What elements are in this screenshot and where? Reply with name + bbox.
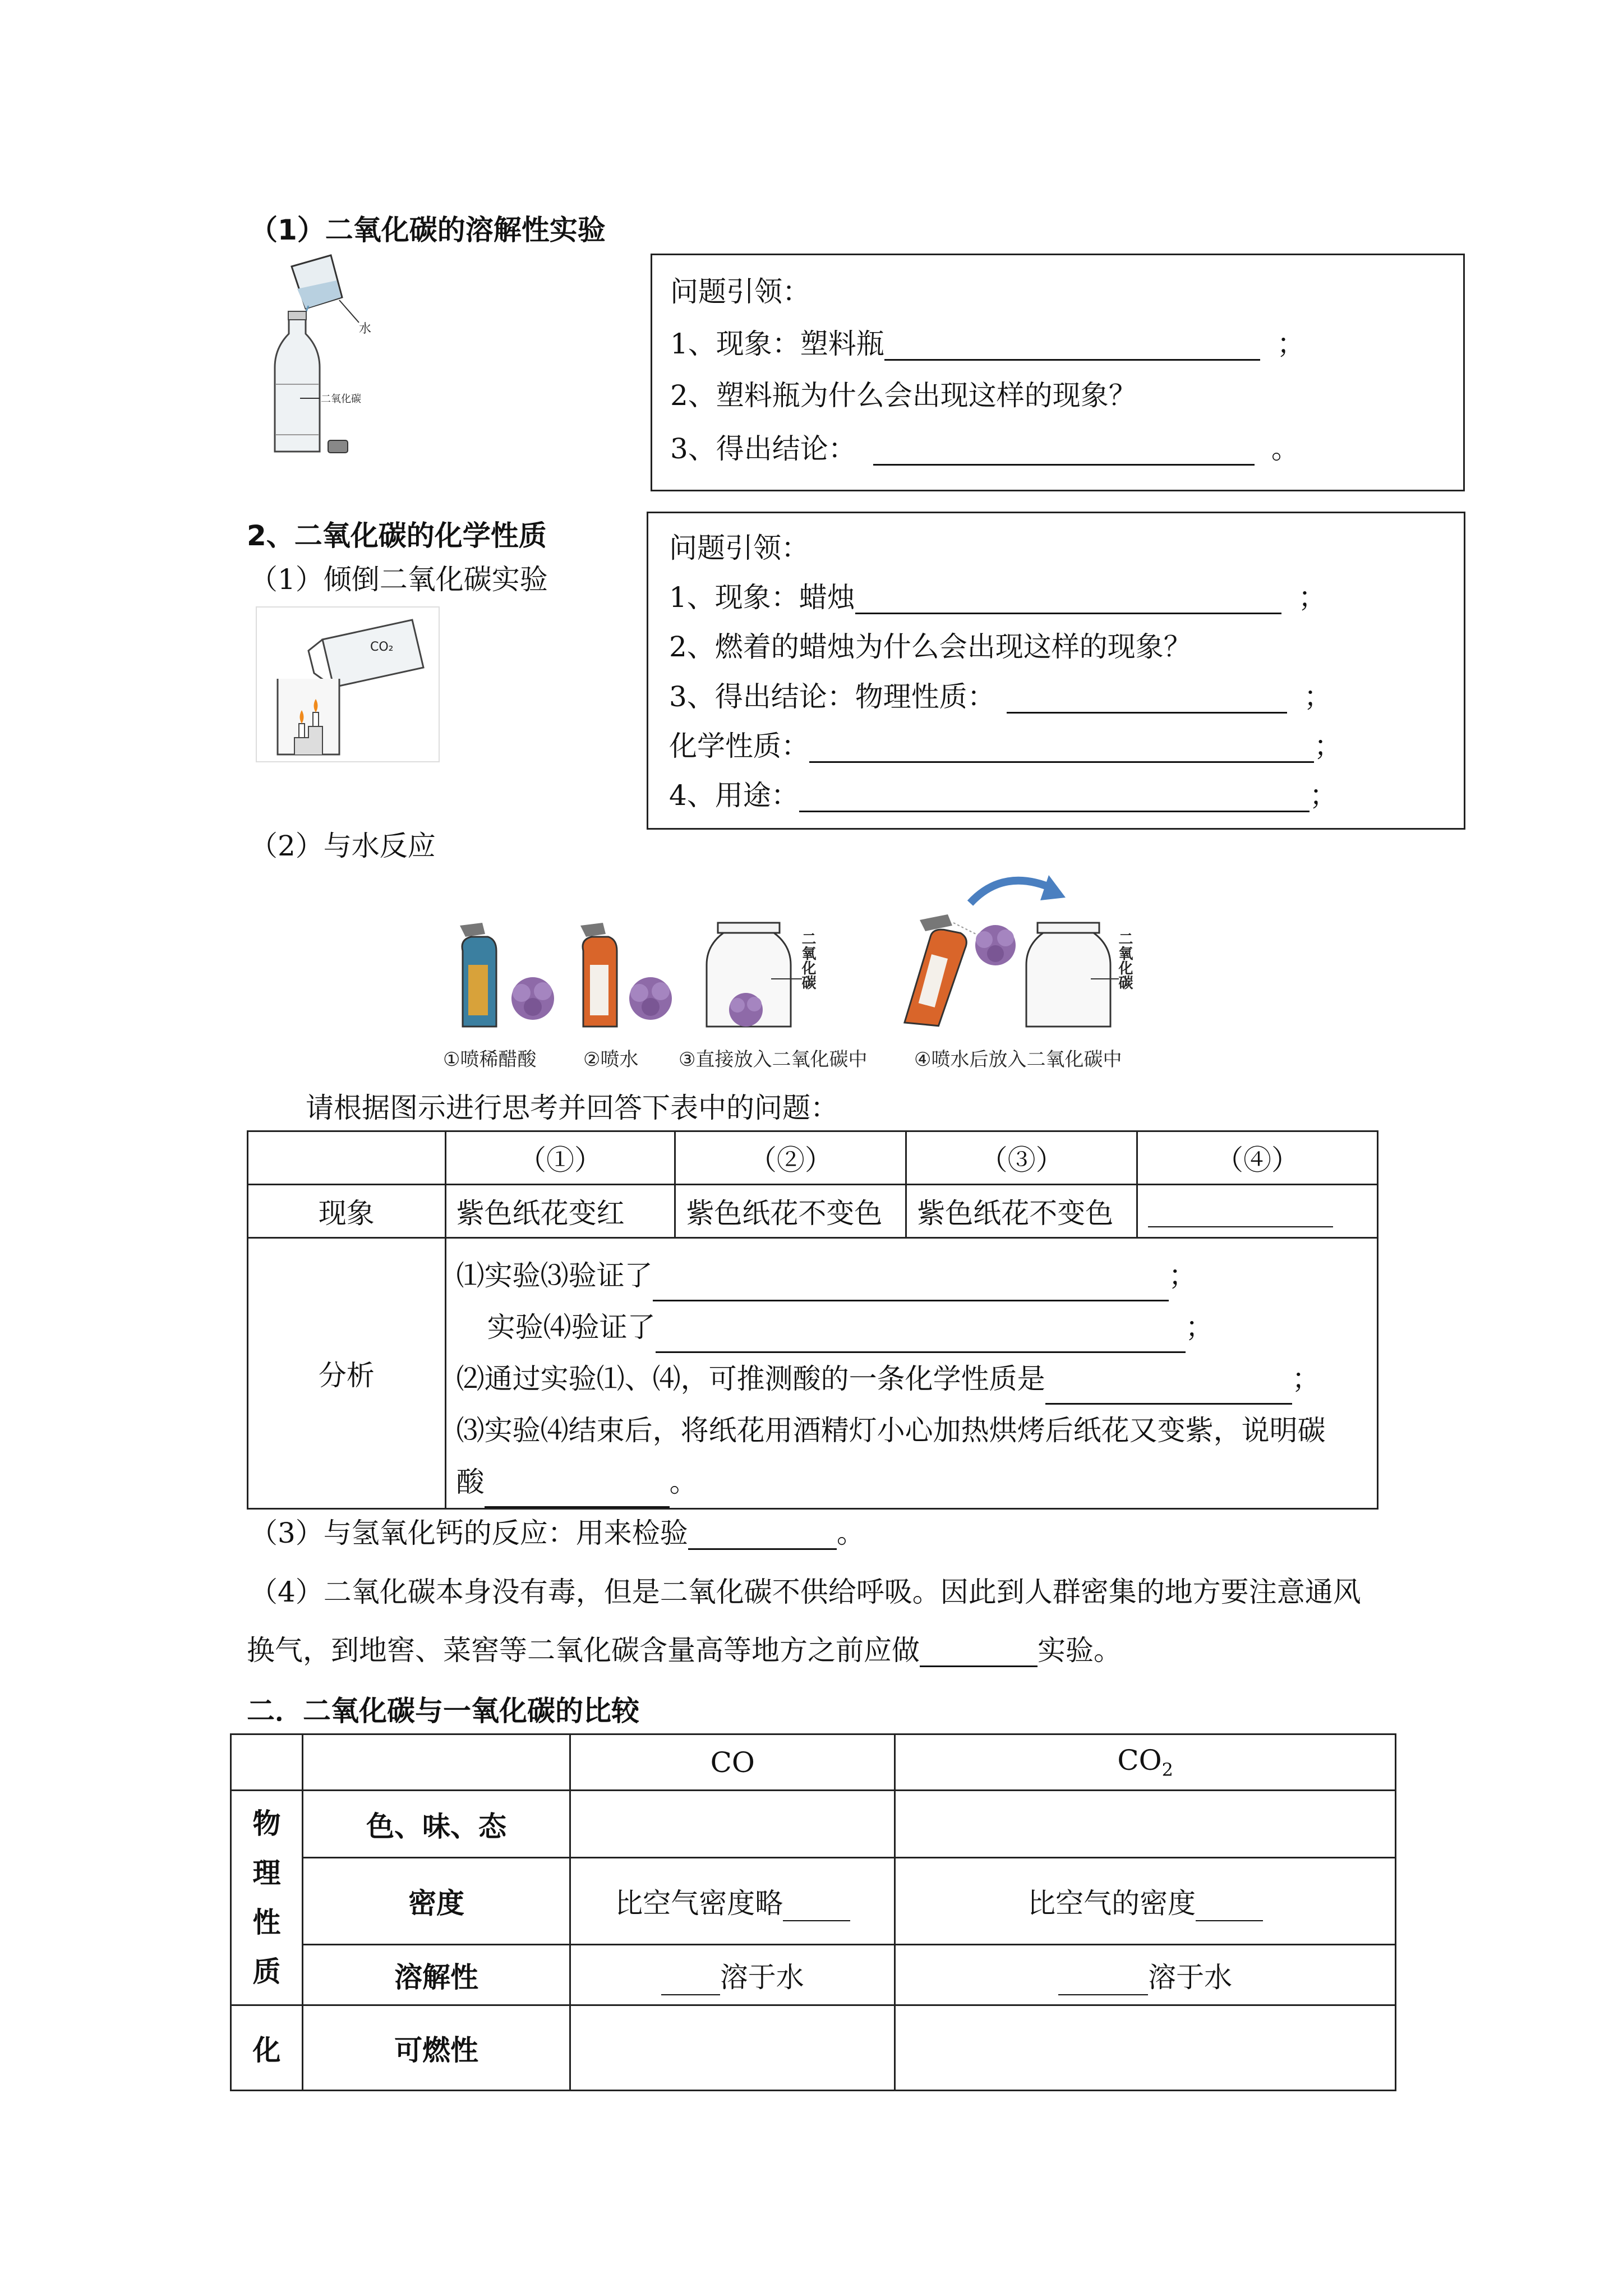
guide1-q3-end: 。: [1271, 432, 1299, 465]
flower-2: [629, 977, 672, 1020]
section2-sub3: [250, 1516, 865, 1550]
table-cell[interactable]: [895, 2005, 1396, 2091]
analysis-end: ；: [1185, 1311, 1214, 1343]
answer-blank[interactable]: [1058, 1968, 1148, 1995]
table-header-cell: （①）: [445, 1131, 675, 1185]
section1-heading: （1）二氧化碳的溶解性实验: [250, 214, 606, 246]
co2-label: CO₂: [370, 640, 394, 654]
table-header-cell: （④）: [1137, 1131, 1378, 1185]
water-label: 水: [359, 322, 372, 336]
table-header-cell: [248, 1131, 446, 1185]
answer-blank[interactable]: [653, 1274, 1169, 1301]
guide2-q1-text: 1、现象：蜡烛: [669, 581, 855, 614]
analysis-text: 实验⑷验证了: [487, 1311, 656, 1343]
guide2-title: 问题引领：: [669, 532, 809, 564]
answer-blank[interactable]: [873, 438, 1255, 466]
analysis-line-4: ⑶实验⑷结束后，将纸花用酒精灯小心加热烘烤后纸花又变紫，说明碳: [456, 1414, 1326, 1447]
caption-2: ②喷水: [583, 1048, 639, 1071]
guide1-q1: [670, 327, 1305, 361]
analysis-end: 。: [669, 1466, 698, 1498]
guide2-q4: [669, 729, 1342, 763]
section2-heading: 2、二氧化碳的化学性质: [247, 519, 547, 552]
cell-text: 比空气的密度: [1027, 1887, 1196, 1920]
table-cell: [570, 1858, 895, 1945]
analysis-line-3: [457, 1353, 1367, 1405]
table-header-cell: [302, 1734, 570, 1791]
jar-3: [707, 923, 802, 1027]
table-cell: [570, 1945, 895, 2005]
row-label: 可燃性: [302, 2005, 570, 2091]
guide2-q1-end: ；: [1298, 581, 1326, 614]
table-header-cell: [231, 1734, 303, 1791]
guide2-q3-text: 3、得出结论：物理性质：: [669, 680, 995, 713]
col-header-co2: [895, 1734, 1396, 1791]
table-row: [231, 1858, 1396, 1945]
row-label-analysis: 分析: [248, 1238, 446, 1509]
col-header-co: CO: [570, 1734, 895, 1791]
guide2-q5-text: 4、用途：: [669, 779, 799, 812]
analysis-end: ；: [1292, 1363, 1320, 1395]
table-row: [231, 2005, 1396, 2091]
group-physical: [231, 1791, 303, 2005]
cell-text: 溶于水: [720, 1961, 804, 1994]
guide2-q2: 2、燃着的蜡烛为什么会出现这样的现象？: [669, 631, 1192, 663]
pour-co2-illustration: [255, 606, 440, 763]
table-cell: [895, 1945, 1396, 2005]
table-cell: 紫色纸花不变色: [906, 1185, 1137, 1238]
group-char: 物: [252, 1807, 281, 1840]
row-label: 密度: [302, 1858, 570, 1945]
analysis-line-1: [457, 1250, 1367, 1301]
row-label-phenomena: 现象: [248, 1185, 446, 1238]
section3-heading: 二．二氧化碳与一氧化碳的比较: [247, 1695, 639, 1727]
group-char: 质: [252, 1955, 281, 1988]
group-chemical: 化: [231, 2005, 303, 2091]
section2-sub4-line1: （4）二氧化碳本身没有毒，但是二氧化碳不供给呼吸。因此到人群密集的地方要注意通风: [250, 1576, 1361, 1608]
jar-4: [1026, 923, 1119, 1027]
caption-3: ③直接放入二氧化碳中: [679, 1048, 868, 1071]
guide2-q5: [669, 779, 1338, 812]
answer-blank[interactable]: [656, 1326, 1186, 1353]
answer-blank[interactable]: [688, 1522, 837, 1550]
answer-blank[interactable]: [783, 1894, 850, 1921]
guide2-q3-end: ；: [1303, 680, 1332, 713]
spray-bottle-1: [460, 923, 496, 1027]
sub4-end: 实验。: [1038, 1634, 1122, 1667]
answer-blank[interactable]: [884, 333, 1260, 361]
co2-subscript: 2: [1161, 1759, 1173, 1780]
guide2-q3: [669, 680, 1332, 714]
table-intro: 请根据图示进行思考并回答下表中的问题：: [306, 1092, 838, 1124]
guide2-q5-end: ；: [1309, 779, 1338, 812]
analysis-text: ⑵通过实验⑴、⑷，可推测酸的一条化学性质是: [456, 1363, 1045, 1395]
flower-1: [511, 977, 554, 1020]
table-cell: [1137, 1185, 1378, 1238]
answer-blank[interactable]: [1196, 1894, 1263, 1921]
section2-sub1: （1）倾倒二氧化碳实验: [250, 563, 548, 596]
bottle-water-illustration: [241, 250, 398, 463]
gas-label: 二氧化碳: [321, 393, 361, 405]
table-header-cell: （③）: [906, 1131, 1137, 1185]
guide2-q4-text: 化学性质：: [669, 730, 809, 762]
table-cell: 紫色纸花变红: [445, 1185, 675, 1238]
table-header-cell: （②）: [675, 1131, 906, 1185]
analysis-cell: [445, 1238, 1377, 1509]
table-cell[interactable]: [570, 2005, 895, 2091]
answer-blank[interactable]: [1148, 1200, 1333, 1227]
answer-blank[interactable]: [855, 587, 1281, 614]
guide1-q2: 2、塑料瓶为什么会出现这样的现象？: [670, 379, 1137, 412]
section2-sub2: （2）与水反应: [250, 830, 436, 862]
analysis-line-2: [457, 1301, 1367, 1353]
spray-bottle-4: [905, 914, 976, 1033]
cell-text: 比空气密度略: [615, 1887, 783, 1920]
answer-blank[interactable]: [920, 1640, 1038, 1667]
answer-blank[interactable]: [1007, 686, 1287, 714]
flower-4: [975, 925, 1016, 965]
co2-formula: CO: [1117, 1744, 1162, 1777]
comparison-header-row: [231, 1734, 1396, 1791]
cell-text: 溶于水: [1148, 1961, 1233, 1994]
group-char: 理: [252, 1857, 281, 1889]
caption-1: ①喷稀醋酸: [443, 1048, 537, 1071]
row-label: 色、味、态: [302, 1791, 570, 1858]
guide1-q1-text: 1、现象：塑料瓶: [670, 328, 884, 360]
answer-blank[interactable]: [485, 1480, 670, 1508]
analysis-text: ⑴实验⑶验证了: [456, 1259, 653, 1292]
jar-label-4: 二氧化碳: [1116, 931, 1133, 990]
table-row: [231, 1791, 1396, 1858]
sub3-end: 。: [836, 1517, 865, 1549]
analysis-line-5: [457, 1456, 1367, 1508]
answer-blank[interactable]: [809, 735, 1314, 763]
caption-4: ④喷水后放入二氧化碳中: [914, 1048, 1122, 1071]
sub3-text: （3）与氢氧化钙的反应：用来检验: [250, 1517, 688, 1549]
comparison-table: [230, 1733, 1396, 2091]
table-row-analysis: [248, 1238, 1378, 1509]
guide1-q3: [670, 432, 1299, 466]
jar-label-3: 二氧化碳: [799, 931, 816, 990]
guide2-q4-end: ；: [1314, 730, 1342, 762]
sub4-text: 换气，到地窖、菜窖等二氧化碳含量高等地方之前应做: [247, 1634, 920, 1667]
section2-sub4-line2: [247, 1634, 1122, 1667]
spray-bottle-2: [580, 923, 617, 1027]
table-cell: 紫色纸花不变色: [675, 1185, 906, 1238]
answer-blank[interactable]: [661, 1968, 720, 1995]
table-cell[interactable]: [895, 1791, 1396, 1858]
row-label: 溶解性: [302, 1945, 570, 2005]
group-char: 性: [252, 1906, 281, 1939]
analysis-text: 酸: [456, 1466, 485, 1498]
table-row: [248, 1185, 1378, 1238]
experiment-table: [247, 1130, 1378, 1510]
analysis-end: ；: [1168, 1259, 1197, 1292]
guide1-title: 问题引领：: [670, 275, 810, 308]
water-reaction-figure: [443, 867, 1144, 1080]
table-cell: [895, 1858, 1396, 1945]
table-cell[interactable]: [570, 1791, 895, 1858]
guide2-q1: [669, 581, 1326, 614]
table-row: [231, 1945, 1396, 2005]
answer-blank[interactable]: [799, 785, 1310, 812]
guide1-q1-end: ；: [1276, 328, 1305, 360]
answer-blank[interactable]: [1045, 1377, 1292, 1405]
table-header-row: [248, 1131, 1378, 1185]
guide1-q3-text: 3、得出结论：: [670, 432, 856, 465]
